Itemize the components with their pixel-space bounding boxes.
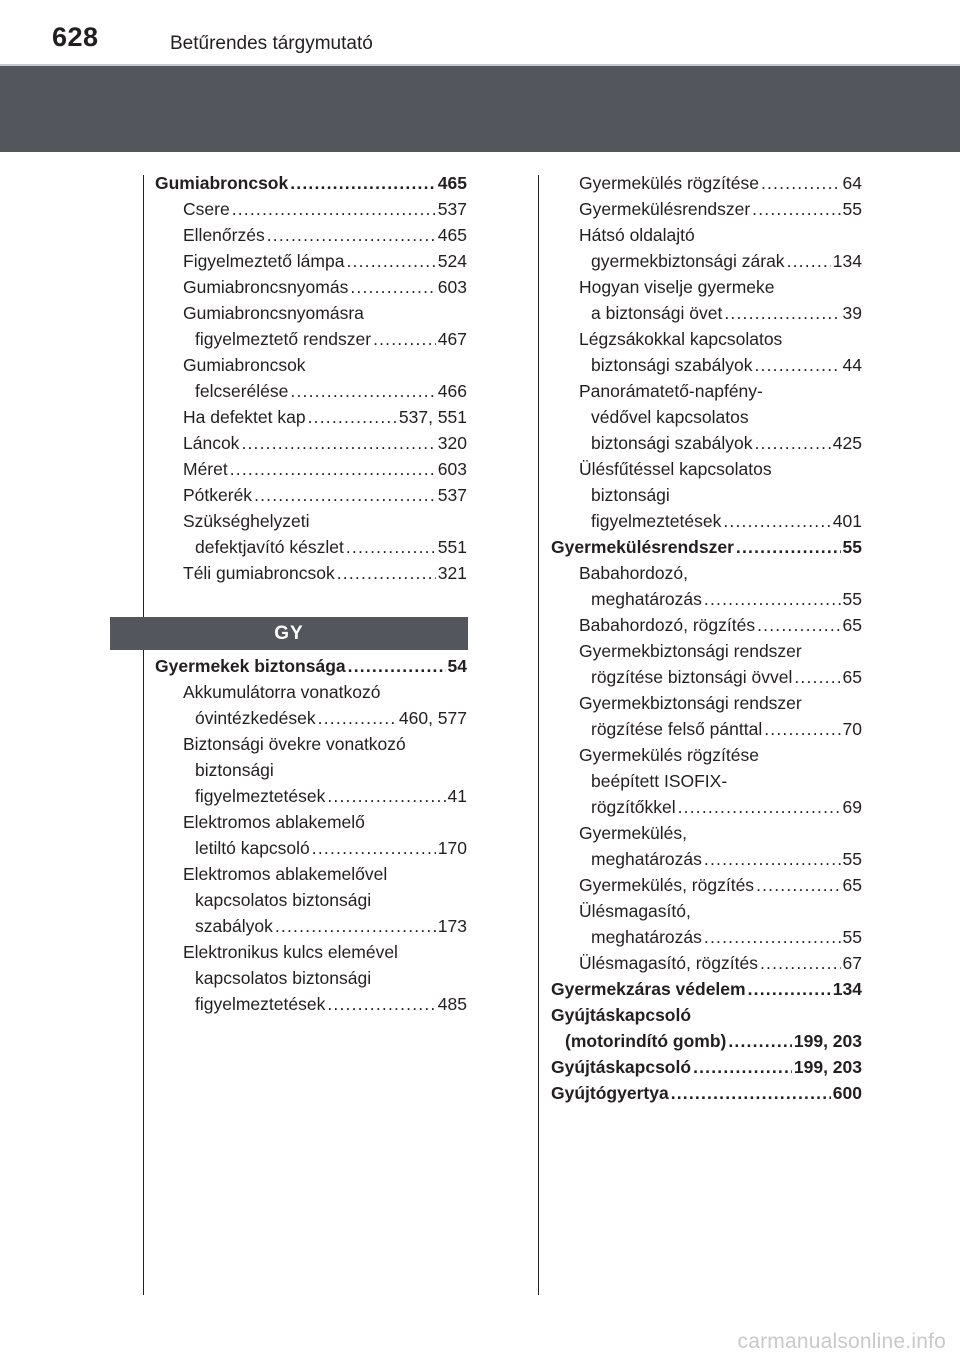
- leader-dots: [736, 534, 841, 560]
- index-entry: [551, 1028, 862, 1054]
- index-entry: [551, 274, 862, 300]
- leader-dots: [678, 794, 841, 820]
- index-entry: [551, 508, 862, 534]
- index-entry-page: 55: [842, 849, 862, 869]
- index-entry: [155, 222, 467, 248]
- index-entry-text: Gyújtógyertya: [551, 1083, 669, 1103]
- index-entry-text: Gyermekülésrendszer: [551, 537, 734, 557]
- index-entry-text: felcserélése: [195, 381, 289, 401]
- index-entry-text: Gyermekülés rögzítése: [579, 745, 759, 765]
- index-entry: [551, 482, 862, 508]
- index-entry-text: Ha defektet kap: [183, 407, 306, 427]
- index-entry-page: 64: [842, 173, 862, 193]
- leader-dots: [756, 872, 840, 898]
- index-entry: [155, 404, 467, 430]
- index-entry-page: 465: [437, 225, 467, 245]
- index-entry-text: Elektromos ablakemelővel: [183, 864, 388, 884]
- leader-dots: [723, 508, 830, 534]
- index-entry-text: rögzítőkkel: [591, 797, 676, 817]
- index-entry-page: 466: [437, 381, 467, 401]
- index-entry-page: 55: [842, 927, 862, 947]
- index-entry: [551, 352, 862, 378]
- section-letter: GY: [274, 622, 304, 644]
- index-entry-page: 69: [842, 797, 862, 817]
- index-entry-page: 199, 203: [793, 1031, 862, 1051]
- leader-dots: [346, 248, 435, 274]
- index-entry-page: 460, 577: [398, 708, 467, 728]
- index-entry-page: 603: [437, 459, 467, 479]
- index-entry-text: Babahordozó, rögzítés: [579, 615, 756, 635]
- index-entry-text: Gyermekbiztonsági rendszer: [579, 693, 802, 713]
- leader-dots: [704, 586, 841, 612]
- index-entry-text: Ellenőrzés: [183, 225, 265, 245]
- index-entry: [155, 378, 467, 404]
- leader-dots: [337, 560, 436, 586]
- leader-dots: [794, 664, 840, 690]
- index-entry-text: Láncok: [183, 433, 240, 453]
- index-entry: [551, 950, 862, 976]
- index-entry: [155, 248, 467, 274]
- index-entry: [551, 378, 862, 404]
- index-entry: [551, 404, 862, 430]
- index-entry-text: Gyermekek biztonsága: [155, 656, 346, 676]
- index-entry-page: 524: [437, 251, 467, 271]
- index-entry: [551, 690, 862, 716]
- leader-dots: [327, 783, 445, 809]
- index-entry-page: 55: [842, 199, 862, 219]
- index-entry-page: 199, 203: [793, 1057, 862, 1077]
- index-entry: [155, 783, 467, 809]
- index-entry-text: figyelmeztetések: [591, 511, 722, 531]
- index-entry-text: Ülésfűtéssel kapcsolatos: [579, 459, 772, 479]
- watermark: carmanualsonline.info: [737, 1330, 946, 1353]
- index-entry: [551, 560, 862, 586]
- index-entry-text: Gumiabroncsok: [155, 173, 289, 193]
- index-entry-text: Panorámatető-napfény-: [579, 381, 763, 401]
- index-entry-text: Akkumulátorra vonatkozó: [183, 682, 381, 702]
- index-entry-text: kapcsolatos biztonsági: [195, 968, 372, 988]
- leader-dots: [704, 846, 841, 872]
- leader-dots: [761, 170, 841, 196]
- index-entry-text: Gumiabroncsnyomásra: [183, 303, 364, 323]
- index-entry: [551, 586, 862, 612]
- index-entry: [551, 872, 862, 898]
- index-entry-text: biztonsági szabályok: [591, 433, 753, 453]
- index-entry-text: meghatározás: [591, 849, 702, 869]
- index-entry: [551, 794, 862, 820]
- index-entry: [551, 612, 862, 638]
- index-column-left: [155, 170, 467, 586]
- index-entry-page: 65: [842, 667, 862, 687]
- section-letter-band: [110, 617, 468, 650]
- index-entry-text: Babahordozó,: [579, 563, 688, 583]
- index-entry-page: 537: [437, 485, 467, 505]
- index-entry-text: biztonsági: [195, 760, 274, 780]
- leader-dots: [275, 913, 436, 939]
- index-entry-text: beépített ISOFIX-: [591, 771, 728, 791]
- leader-dots: [241, 430, 435, 456]
- leader-dots: [760, 950, 841, 976]
- index-entry-text: gyermekbiztonsági zárak: [591, 251, 785, 271]
- index-entry: [155, 887, 467, 913]
- index-entry: [551, 768, 862, 794]
- index-entry: [551, 196, 862, 222]
- page-title: Betűrendes tárgymutató: [170, 33, 373, 54]
- leader-dots: [724, 300, 840, 326]
- leader-dots: [728, 1028, 792, 1054]
- index-entry-page: 485: [437, 994, 467, 1014]
- index-entry: [551, 456, 862, 482]
- leader-dots: [693, 1054, 792, 1080]
- leader-dots: [350, 274, 435, 300]
- leader-dots: [754, 430, 830, 456]
- index-entry-text: Ülésmagasító,: [579, 901, 691, 921]
- index-entry-page: 425: [832, 433, 862, 453]
- index-entry-page: 465: [437, 173, 467, 193]
- index-entry-text: figyelmeztetések: [195, 786, 326, 806]
- index-entry-text: Gyermekülésrendszer: [579, 199, 751, 219]
- index-entry: [155, 456, 467, 482]
- index-entry-page: 551: [437, 537, 467, 557]
- index-entry-page: 39: [842, 303, 862, 323]
- index-entry: [155, 534, 467, 560]
- index-entry: [155, 809, 467, 835]
- index-entry-page: 55: [842, 537, 862, 557]
- index-entry-text: Gyújtáskapcsoló: [551, 1005, 692, 1025]
- index-entry-text: Méret: [183, 459, 228, 479]
- leader-dots: [232, 196, 436, 222]
- page-header: [0, 0, 960, 64]
- index-entry: [155, 196, 467, 222]
- index-entry-text: Gumiabroncsnyomás: [183, 277, 349, 297]
- leader-dots: [327, 991, 435, 1017]
- index-entry: [155, 965, 467, 991]
- index-entry-text: Légzsákokkal kapcsolatos: [579, 329, 783, 349]
- header-band: [0, 66, 960, 152]
- index-entry-text: Pótkerék: [183, 485, 253, 505]
- index-entry-page: 55: [842, 589, 862, 609]
- page-number: 628: [52, 22, 99, 52]
- leader-dots: [787, 248, 831, 274]
- index-entry: [551, 1002, 862, 1028]
- index-entry-text: óvintézkedések: [195, 708, 316, 728]
- index-entry: [551, 742, 862, 768]
- leader-dots: [752, 196, 840, 222]
- index-entry: [155, 274, 467, 300]
- index-entry-text: Hátsó oldalajtó: [579, 225, 695, 245]
- index-entry-text: figyelmeztető rendszer: [195, 329, 372, 349]
- leader-dots: [254, 482, 436, 508]
- index-entry: [155, 300, 467, 326]
- leader-dots: [346, 534, 436, 560]
- index-entry-text: rögzítése felső pánttal: [591, 719, 763, 739]
- index-entry: [155, 430, 467, 456]
- leader-dots: [757, 612, 840, 638]
- index-entry: [155, 653, 467, 679]
- index-entry: [155, 482, 467, 508]
- index-column-right: [551, 170, 862, 1106]
- index-entry-page: 54: [447, 656, 467, 676]
- index-entry-text: Szükséghelyzeti: [183, 511, 310, 531]
- index-entry: [551, 430, 862, 456]
- index-entry-page: 321: [437, 563, 467, 583]
- index-entry: [551, 1080, 862, 1106]
- index-entry-text: Téli gumiabroncsok: [183, 563, 335, 583]
- index-entry: [155, 170, 467, 196]
- index-entry-text: (motorindító gomb): [565, 1031, 727, 1051]
- index-entry: [155, 352, 467, 378]
- index-entry-text: Elektromos ablakemelő: [183, 812, 365, 832]
- index-entry-text: Biztonsági övekre vonatkozó: [183, 734, 406, 754]
- index-entry-page: 67: [842, 953, 862, 973]
- index-entry-page: 44: [842, 355, 862, 375]
- leader-dots: [748, 976, 831, 1002]
- index-entry-text: meghatározás: [591, 589, 702, 609]
- index-entry: [551, 222, 862, 248]
- leader-dots: [671, 1080, 831, 1106]
- index-entry-page: 134: [832, 979, 862, 999]
- index-entry: [155, 560, 467, 586]
- index-entry: [551, 326, 862, 352]
- index-entry-page: 603: [437, 277, 467, 297]
- index-entry-text: letiltó kapcsoló: [195, 838, 310, 858]
- index-entry-page: 467: [437, 329, 467, 349]
- index-entry-page: 41: [447, 786, 467, 806]
- index-entry-text: Gyermekbiztonsági rendszer: [579, 641, 802, 661]
- index-entry: [551, 638, 862, 664]
- index-entry: [155, 679, 467, 705]
- index-entry-text: rögzítése biztonsági övvel: [591, 667, 793, 687]
- left-column-rule: [143, 175, 144, 1295]
- index-entry-text: Gyermekülés, rögzítés: [579, 875, 755, 895]
- leader-dots: [312, 835, 436, 861]
- index-entry: [155, 705, 467, 731]
- index-entry: [155, 861, 467, 887]
- index-entry: [551, 820, 862, 846]
- index-entry-text: a biztonsági övet: [591, 303, 723, 323]
- index-entry: [551, 534, 862, 560]
- index-entry-page: 170: [437, 838, 467, 858]
- index-entry-page: 600: [832, 1083, 862, 1103]
- leader-dots: [373, 326, 436, 352]
- index-entry: [155, 731, 467, 757]
- leader-dots: [267, 222, 436, 248]
- index-entry-text: meghatározás: [591, 927, 702, 947]
- index-entry-text: Gyermekülés,: [579, 823, 687, 843]
- leader-dots: [764, 716, 840, 742]
- index-entry-text: biztonsági szabályok: [591, 355, 753, 375]
- index-entry-text: szabályok: [195, 916, 273, 936]
- index-entry: [155, 835, 467, 861]
- index-entry: [551, 248, 862, 274]
- index-entry-text: Gyermekzáras védelem: [551, 979, 746, 999]
- index-entry-text: biztonsági: [591, 485, 670, 505]
- index-entry-text: Csere: [183, 199, 230, 219]
- right-column-rule: [538, 175, 539, 1295]
- leader-dots: [704, 924, 841, 950]
- index-entry: [551, 300, 862, 326]
- leader-dots: [754, 352, 840, 378]
- index-entry: [155, 913, 467, 939]
- index-entry: [551, 170, 862, 196]
- index-column-left-gy: [155, 653, 467, 1017]
- index-entry: [551, 976, 862, 1002]
- index-entry: [551, 924, 862, 950]
- index-entry-page: 173: [437, 916, 467, 936]
- index-entry: [551, 898, 862, 924]
- index-entry-text: Ülésmagasító, rögzítés: [579, 953, 758, 973]
- index-entry-page: 134: [832, 251, 862, 271]
- index-entry-page: 70: [842, 719, 862, 739]
- index-entry: [551, 716, 862, 742]
- leader-dots: [290, 170, 436, 196]
- index-entry-page: 65: [842, 875, 862, 895]
- index-entry-text: Elektronikus kulcs elemével: [183, 942, 398, 962]
- index-entry-text: figyelmeztetések: [195, 994, 326, 1014]
- leader-dots: [348, 653, 446, 679]
- index-entry-text: kapcsolatos biztonsági: [195, 890, 372, 910]
- index-entry-page: 537, 551: [398, 407, 467, 427]
- index-entry-text: Gumiabroncsok: [183, 355, 306, 375]
- index-entry-text: Gyermekülés rögzítése: [579, 173, 759, 193]
- index-entry: [551, 846, 862, 872]
- index-entry: [155, 939, 467, 965]
- index-entry-text: Gyújtáskapcsoló: [551, 1057, 692, 1077]
- index-entry: [551, 1054, 862, 1080]
- leader-dots: [308, 404, 397, 430]
- index-entry-text: védővel kapcsolatos: [591, 407, 749, 427]
- index-entry-text: Hogyan viselje gyermeke: [579, 277, 775, 297]
- index-entry-text: defektjavító készlet: [195, 537, 344, 557]
- leader-dots: [230, 456, 436, 482]
- index-entry: [155, 326, 467, 352]
- index-entry: [155, 991, 467, 1017]
- leader-dots: [318, 705, 397, 731]
- index-entry: [551, 664, 862, 690]
- index-entry-page: 401: [832, 511, 862, 531]
- index-entry-text: Figyelmeztető lámpa: [183, 251, 345, 271]
- index-entry: [155, 508, 467, 534]
- index-entry-page: 320: [437, 433, 467, 453]
- index-entry: [155, 757, 467, 783]
- index-entry-page: 65: [842, 615, 862, 635]
- leader-dots: [290, 378, 435, 404]
- index-entry-page: 537: [437, 199, 467, 219]
